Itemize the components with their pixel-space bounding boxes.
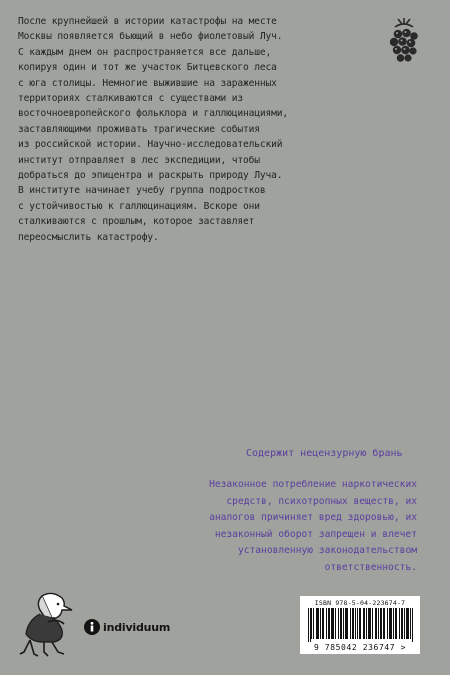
blurb-line: После крупнейшей в истории катастрофы на месте: [18, 16, 277, 27]
blurb-line: восточноевропейского фольклора и галлюцинациями,: [18, 108, 289, 120]
blurb-line: институт отправляет в лес экспедиции, чтобы: [18, 154, 260, 166]
barcode-block: [300, 596, 420, 654]
blurb-line: территориях сталкиваются с существами из: [18, 93, 244, 105]
raspberry-logo-icon: [386, 18, 422, 66]
warning-line: аналогов причиняет вред здоровью, их: [209, 512, 417, 523]
warning-line: установленную законодательством: [237, 545, 417, 556]
barcode-icon: [308, 608, 414, 642]
warning-line: средств, психотропных веществ, их: [226, 495, 417, 507]
warning-line: ответственность.: [324, 561, 417, 573]
publisher-logo: [84, 618, 170, 636]
blurb-line: заставляющими проживать трагические события: [18, 123, 260, 135]
individuum-mark-icon: [84, 619, 100, 635]
blurb-line: копируя один и тот же участок Битцевского леса: [18, 62, 277, 74]
warning-line: Незаконное потребление наркотических: [209, 479, 417, 490]
blurb-line: сталкиваются с прошлым, которое заставляет: [18, 216, 255, 228]
barcode-digits: 9 785042 236747 >: [313, 643, 407, 652]
blurb-line: С каждым днем он распространяется все дальше,: [18, 46, 272, 58]
blurb-line: Москвы появляется бьющий в небо фиолетовый Луч.: [18, 31, 283, 43]
blurb-line: из российской истории. Научно-исследовательский: [18, 139, 283, 151]
publisher-name: individuum: [103, 620, 171, 634]
isbn-text: ISBN 978-5-04-223674-7: [314, 599, 406, 607]
blurb-line: В институте начинает учебу группа подростков: [18, 185, 266, 197]
blurb-line: переосмыслить катастрофу.: [18, 231, 159, 243]
warning-line: незаконный оборот запрещен и влечет: [214, 528, 417, 540]
drug-warning: [157, 477, 417, 576]
blurb-line: добраться до эпицентра и раскрыть природу Луча.: [18, 170, 283, 182]
warning-title: Содержит нецензурную брань: [246, 448, 403, 459]
goblin-mascot-icon: [18, 588, 78, 658]
blurb-line: с юга столицы. Немногие выжившие на зараженных: [18, 77, 277, 89]
blurb-text: [18, 14, 358, 245]
blurb-line: с устойчивостью к галлюцинациям. Вскоре они: [18, 200, 260, 212]
